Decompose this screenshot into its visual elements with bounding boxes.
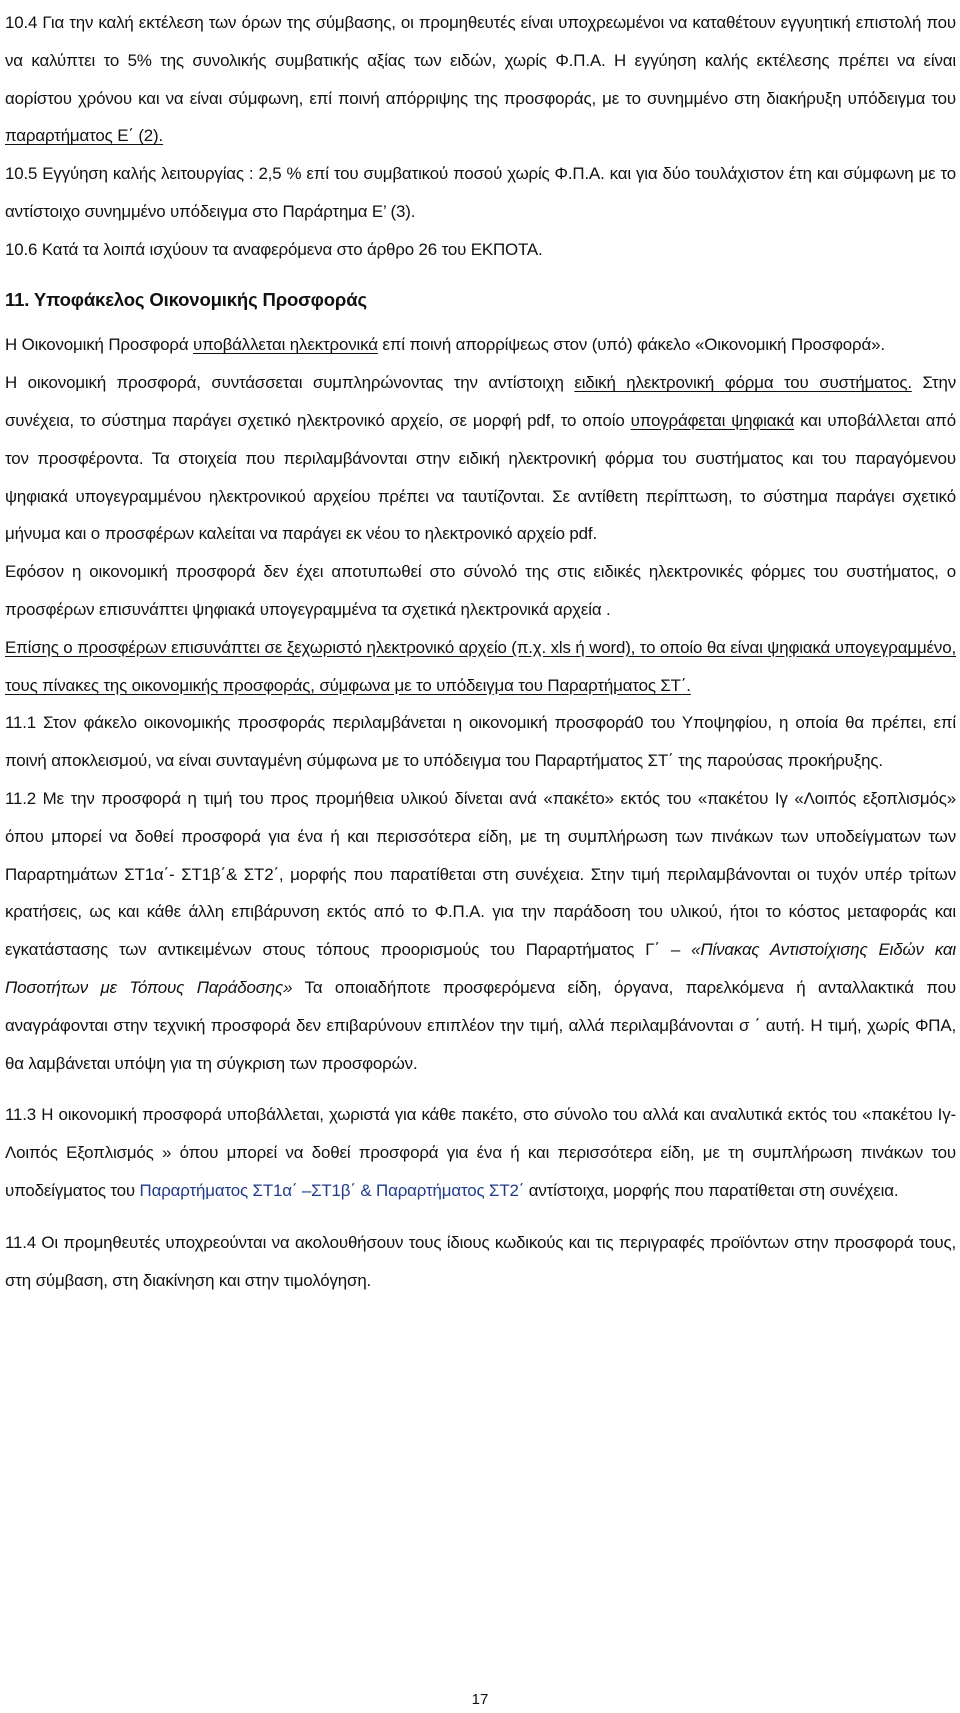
paragraph-11-3: [5, 1096, 956, 1209]
page-number: 17: [471, 1691, 489, 1708]
paragraph-10-4-text: 10.4 Για την καλή εκτέλεση των όρων της σύμβασης, οι προμηθευτές είναι υποχρεωμένοι να καταθέτουν εγγυητική επιστολή που να καλύπτει το 5% της συνολικής συμβατικής αξίας των ειδών, χωρίς Φ.Π.Α. Η εγγύηση καλής εκτέλεσης πρέπει να είναι αορίστου χρόνου και να είναι σύμφωνη, επί ποινή απόρριψης της προσφοράς, με το συνημμένο στη διακήρυξη υπόδειγμα του: [5, 13, 956, 108]
paragraph-11-1: 11.1 Στον φάκελο οικονομικής προσφοράς περιλαμβάνεται η οικονομική προσφορά0 του Υποψηφίου, η οποία θα πρέπει, επί ποινή αποκλεισμού, να είναι συνταγμένη σύμφωνα με το υπόδειγμα του Παραρτήματος ΣΤ΄ της παρούσας προκήρυξης.: [5, 713, 956, 771]
annex-st-reference: Παραρτήματος ΣΤ1α΄ –ΣΤ1β΄ & Παραρτήματος ΣΤ2΄: [139, 1180, 525, 1200]
submitted-electronically-text: υποβάλλεται ηλεκτρονικά: [193, 335, 378, 355]
paragraph-electronic-form: [5, 364, 956, 553]
annex-e2-reference: παραρτήματος Ε΄ (2).: [5, 126, 164, 146]
digitally-signed-text: υπογράφεται ψηφιακά: [630, 410, 795, 430]
electronic-form-text: ειδική ηλεκτρονική φόρμα του συστήματος.: [574, 373, 912, 393]
form-text-end: και υποβάλλεται από τον προσφέροντα. Τα στοιχεία που περιλαμβάνονται στην ειδική ηλεκτρονική φόρμα του συστήματος και του παραγόμενου ψηφιακά υπογεγραμμένου ηλεκτρονικού αρχείου πρέπει να ταυτίζονται. Σε αντίθετη περίπτωση, το σύστημα παράγει σχετικό μήνυμα και ο προσφέρων καλείται να παράγει εκ νέου το ηλεκτρονικό αρχείο pdf.: [5, 410, 956, 544]
paragraph-11-3-text: 11.3 Η οικονομική προσφορά υποβάλλεται, χωριστά για κάθε πακέτο, στο σύνολο του αλλά και αναλυτικά εκτός του «πακέτου Ιγ-Λοιπός Εξοπλισμός » όπου μπορεί να δοθεί προσφορά για ένα ή και περισσότερα είδη, με τη συμπλήρωση πινάκων του υποδείγματος του: [5, 1105, 956, 1200]
paragraph-11-2: [5, 780, 956, 1082]
paragraph-11-3-text-end: αντίστοιχα, μορφής που παρατίθεται στη συνέχεια.: [524, 1180, 899, 1200]
submission-text: Η Οικονομική Προσφορά: [5, 335, 194, 355]
form-text-start: Η οικονομική προσφορά, συντάσσεται συμπληρώνοντας την αντίστοιχη: [5, 373, 575, 393]
paragraph-10-6: 10.6 Κατά τα λοιπά ισχύουν τα αναφερόμενα στο άρθρο 26 του ΕΚΠΟΤΑ.: [5, 239, 543, 259]
section-11-heading: 11. Υποφάκελος Οικονομικής Προσφοράς: [5, 288, 367, 310]
paragraph-10-5: 10.5 Εγγύηση καλής λειτουργίας : 2,5 % επί του συμβατικού ποσού χωρίς Φ.Π.Α. και για δύο τουλάχιστον έτη και σύμφωνη με το αντίστοιχο συνημμένο υπόδειγμα στο Παράρτημα Ε’ (3).: [5, 164, 956, 221]
paragraph-10-4: [5, 4, 956, 155]
document-body: [5, 4, 956, 1299]
submission-text-end: επί ποινή απορρίψεως στον (υπό) φάκελο «Οικονομική Προσφορά».: [377, 335, 885, 355]
form-text-middle: Στην συνέχεια, το σύστημα παράγει σχετικό ηλεκτρονικό αρχείο, σε μορφή pdf, το οποίο: [5, 373, 956, 430]
paragraph-11-2-text: 11.2 Με την προσφορά η τιμή του προς προμήθεια υλικού δίνεται ανά «πακέτο» εκτός του «πακέτου Ιγ «Λοιπός εξοπλισμός» όπου μπορεί να δοθεί προσφορά για ένα ή και περισσότερα είδη, με τη συμπλήρωση των πινάκων των υποδείγματων των Παραρτημάτων ΣΤ1α΄- ΣΤ1β΄& ΣΤ2΄, μορφής που παρατίθεται στη συνέχεια. Στην τιμή περιλαμβάνονται οι τυχόν υπέρ τρίτων κρατήσεις, ως και κάθε άλλη επιβάρυνση εκτός από το Φ.Π.Α. για την παράδοση του υλικού, ήτοι το κόστος μεταφοράς και εγκατάστασης των αντικειμένων στους τόπους προορισμούς του Παραρτήματος Γ΄ –: [5, 788, 956, 960]
paragraph-11-4: 11.4 Οι προμηθευτές υποχρεούνται να ακολουθήσουν τους ίδιους κωδικούς και τις περιγραφές προϊόντων στην προσφορά τους, στη σύμβαση, στη διακίνηση και στην τιμολόγηση.: [5, 1232, 956, 1290]
delivery-table-title: «Πίνακας Αντιστοίχισης Ειδών και Ποσοτήτων με Τόπους Παράδοσης»: [5, 940, 956, 997]
paragraph-separate-file: Επίσης ο προσφέρων επισυνάπτει σε ξεχωριστό ηλεκτρονικό αρχείο (π.χ. xls ή word), το οποίο θα είναι ψηφιακά υπογεγραμμένο, τους πίνακες της οικονομικής προσφοράς, σύμφωνα με το υπόδειγμα του Παραρτήματος ΣΤ΄.: [5, 637, 956, 695]
paragraph-attachments: Εφόσον η οικονομική προσφορά δεν έχει αποτυπωθεί στο σύνολό της στις ειδικές ηλεκτρονικές φόρμες του συστήματος, ο προσφέρων επισυνάπτει ψηφιακά υπογεγραμμένα τα σχετικά ηλεκτρονικά αρχεία .: [5, 562, 956, 619]
paragraph-submission: [5, 326, 956, 364]
paragraph-11-2-text-end: Τα οποιαδήποτε προσφερόμενα είδη, όργανα, παρελκόμενα ή ανταλλακτικά που αναγράφονται στην τεχνική προσφορά δεν επιβαρύνουν επιπλέον την τιμή, αλλά περιλαμβάνονται σ ΄ αυτή. Η τιμή, χωρίς ΦΠΑ, θα λαμβάνεται υπόψη για τη σύγκριση των προσφορών.: [5, 977, 956, 1073]
